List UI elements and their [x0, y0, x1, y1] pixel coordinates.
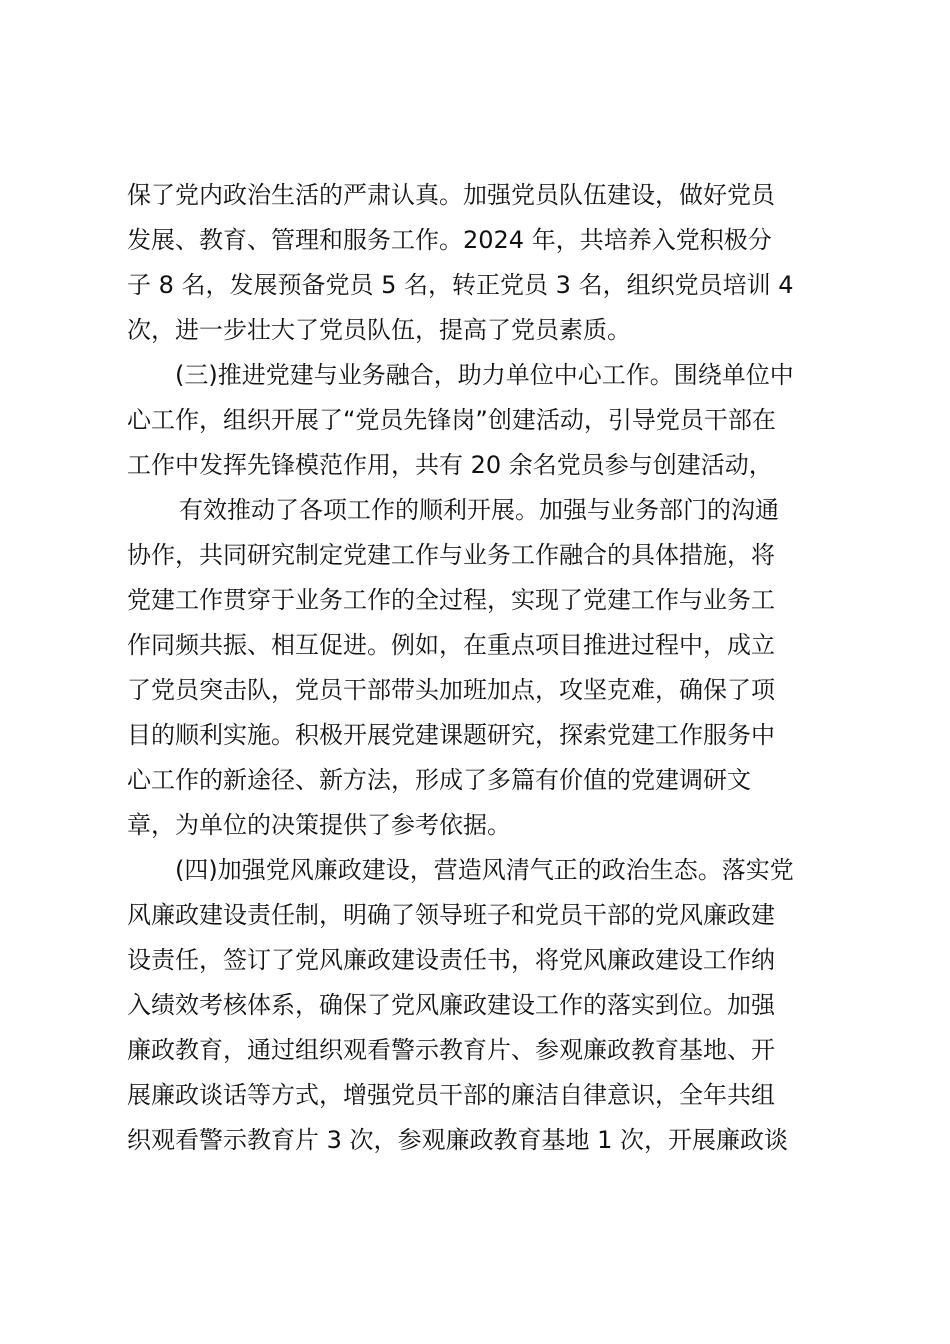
text-line: 了党员突击队，党员干部带头加班加点，攻坚克难，确保了项 — [127, 676, 775, 704]
text-line: 保了党内政治生活的严肃认真。加强党员队伍建设，做好党员 — [127, 181, 775, 209]
text-line: 展廉政谈话等方式，增强党员干部的廉洁自律意识，全年共组 — [127, 1081, 775, 1109]
text-line: 入绩效考核体系，确保了党风廉政建设工作的落实到位。加强 — [127, 991, 775, 1019]
text-line: 有效推动了各项工作的顺利开展。加强与业务部门的沟通 — [179, 496, 779, 524]
text-line: 子 8 名，发展预备党员 5 名，转正党员 3 名，组织党员培训 4 — [127, 271, 794, 299]
paragraph-heading-3: (三)推进党建与业务融合，助力单位中心工作。围绕单位中 — [175, 361, 794, 389]
text-line: 协作，共同研究制定党建工作与业务工作融合的具体措施，将 — [127, 541, 775, 569]
text-line: 风廉政建设责任制，明确了领导班子和党员干部的党风廉政建 — [127, 901, 775, 929]
document-body — [127, 173, 827, 1163]
text-line: 党建工作贯穿于业务工作的全过程，实现了党建工作与业务工 — [127, 586, 775, 614]
text-line: 作同频共振、相互促进。例如，在重点项目推进过程中，成立 — [127, 631, 775, 659]
text-line: 章，为单位的决策提供了参考依据。 — [127, 811, 511, 839]
text-line: 设责任，签订了党风廉政建设责任书，将党风廉政建设工作纳 — [127, 946, 775, 974]
text-line: 心工作，组织开展了“党员先锋岗”创建活动，引导党员干部在 — [127, 406, 776, 434]
text-line: 工作中发挥先锋模范作用，共有 20 余名党员参与创建活动， — [127, 451, 773, 479]
text-line: 廉政教育，通过组织观看警示教育片、参观廉政教育基地、开 — [127, 1036, 775, 1064]
text-line: 织观看警示教育片 3 次，参观廉政教育基地 1 次，开展廉政谈 — [127, 1126, 789, 1154]
paragraph-heading-4: (四)加强党风廉政建设，营造风清气正的政治生态。落实党 — [175, 856, 794, 884]
text-line: 心工作的新途径、新方法，形成了多篇有价值的党建调研文 — [127, 766, 751, 794]
text-line: 目的顺利实施。积极开展党建课题研究，探索党建工作服务中 — [127, 721, 775, 749]
text-line: 发展、教育、管理和服务工作。2024 年，共培养入党积极分 — [127, 226, 772, 254]
text-line: 次，进一步壮大了党员队伍，提高了党员素质。 — [127, 316, 631, 344]
